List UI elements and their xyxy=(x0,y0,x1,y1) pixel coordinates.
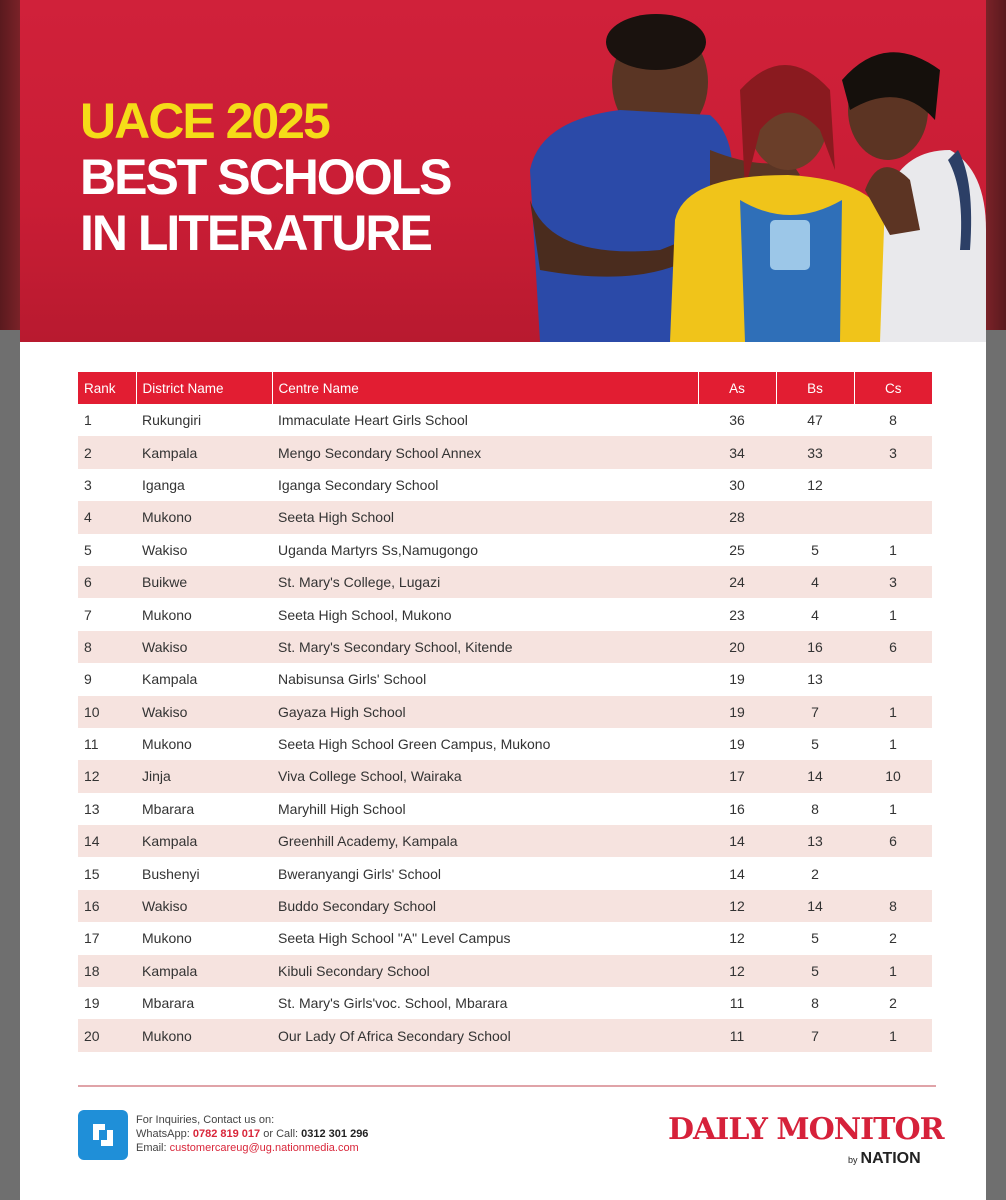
cell-rank: 2 xyxy=(78,436,136,468)
cell-centre: Maryhill High School xyxy=(278,800,406,817)
table-row xyxy=(78,1019,932,1051)
cell-district: Kampala xyxy=(136,436,272,468)
cell-bs: 13 xyxy=(776,825,854,857)
cell-cs: 6 xyxy=(854,631,932,663)
cell-centre: Seeta High School "A" Level Campus xyxy=(278,930,511,947)
cell-as: 14 xyxy=(698,825,776,857)
cell-district: Kampala xyxy=(136,825,272,857)
cell-centre: St. Mary's Secondary School, Kitende xyxy=(272,631,698,663)
cell-district: Buikwe xyxy=(136,566,272,598)
cell-bs: 12 xyxy=(807,476,823,493)
cell-district: Rukungiri xyxy=(142,412,202,429)
cell-cs xyxy=(854,663,932,695)
contact-email-line xyxy=(136,1141,368,1155)
cell-centre: St. Mary's Girls'voc. School, Mbarara xyxy=(278,995,508,1012)
daily-monitor-logo: DAILY MONITOR xyxy=(668,1112,944,1147)
cell-bs xyxy=(776,501,854,533)
cell-district: Kampala xyxy=(136,955,272,987)
cell-rank: 3 xyxy=(84,476,92,493)
cell-district: Jinja xyxy=(136,760,272,792)
cell-centre: Seeta High School Green Campus, Mukono xyxy=(278,736,551,753)
table-row xyxy=(78,469,932,501)
table-row xyxy=(78,857,932,889)
cell-centre: Uganda Martyrs Ss,Namugongo xyxy=(278,541,478,558)
cell-as: 36 xyxy=(729,412,745,429)
column-header-district: District Name xyxy=(136,372,272,404)
cell-cs: 3 xyxy=(854,566,932,598)
cell-district: Wakiso xyxy=(136,890,272,922)
cell-cs xyxy=(854,857,932,889)
table-row xyxy=(78,890,932,922)
column-header-as: As xyxy=(698,372,776,404)
column-header-centre: Centre Name xyxy=(272,372,698,404)
byline-nation: NATION xyxy=(860,1150,921,1167)
cell-as: 25 xyxy=(729,541,745,558)
cell-as: 19 xyxy=(698,696,776,728)
cell-cs: 2 xyxy=(889,995,897,1012)
cell-district: Mukono xyxy=(142,736,192,753)
students-photo xyxy=(470,0,986,342)
cell-district: Iganga xyxy=(142,476,185,493)
cell-centre: Iganga Secondary School xyxy=(278,476,439,493)
cell-cs: 1 xyxy=(889,541,897,558)
cell-district: Mukono xyxy=(142,606,192,623)
title-banner xyxy=(20,0,986,342)
cell-rank: 11 xyxy=(84,736,99,753)
cell-rank: 17 xyxy=(84,930,100,947)
cell-centre: Viva College School, Wairaka xyxy=(272,760,698,792)
cell-rank: 14 xyxy=(78,825,136,857)
cell-cs: 2 xyxy=(889,930,897,947)
cell-rank: 5 xyxy=(84,541,92,558)
cell-cs: 8 xyxy=(889,412,897,429)
cell-centre: Kibuli Secondary School xyxy=(272,955,698,987)
cell-as: 34 xyxy=(698,436,776,468)
cell-centre: Seeta High School, Mukono xyxy=(278,606,452,623)
cell-as: 19 xyxy=(729,736,745,753)
cell-cs: 8 xyxy=(854,890,932,922)
cell-cs: 3 xyxy=(854,436,932,468)
cell-rank: 19 xyxy=(84,995,100,1012)
cell-as: 16 xyxy=(729,800,745,817)
cell-district: Mbarara xyxy=(142,995,195,1012)
cell-bs: 14 xyxy=(776,760,854,792)
cell-as: 24 xyxy=(698,566,776,598)
cell-rank: 16 xyxy=(78,890,136,922)
table-row xyxy=(78,663,932,695)
cell-rank: 18 xyxy=(78,955,136,987)
cell-as: 12 xyxy=(698,890,776,922)
table-row xyxy=(78,760,932,792)
cell-bs: 5 xyxy=(811,541,819,558)
cell-district: Mbarara xyxy=(142,800,195,817)
cell-as: 20 xyxy=(698,631,776,663)
cell-district: Mukono xyxy=(136,1019,272,1051)
cell-bs: 47 xyxy=(807,412,823,429)
title-year: UACE 2025 xyxy=(80,93,329,149)
table-row xyxy=(78,793,932,825)
cell-centre: Mengo Secondary School Annex xyxy=(272,436,698,468)
cell-rank: 20 xyxy=(78,1019,136,1051)
poster xyxy=(20,0,986,1200)
cell-rank: 6 xyxy=(78,566,136,598)
cell-rank: 10 xyxy=(78,696,136,728)
table-row xyxy=(78,825,932,857)
cell-as: 28 xyxy=(698,501,776,533)
cell-cs xyxy=(854,501,932,533)
cell-as: 11 xyxy=(729,995,745,1012)
table-row xyxy=(78,501,932,533)
cell-cs xyxy=(854,469,932,501)
column-header-rank: Rank xyxy=(78,372,136,404)
call-number[interactable]: 0312 301 296 xyxy=(301,1128,369,1140)
table-row xyxy=(78,598,932,630)
cell-district: Mukono xyxy=(142,930,192,947)
whatsapp-label: WhatsApp: xyxy=(136,1128,190,1140)
cell-centre: Our Lady Of Africa Secondary School xyxy=(272,1019,698,1051)
cell-bs: 5 xyxy=(811,930,819,947)
cell-district: Bushenyi xyxy=(142,865,200,882)
cell-centre: Immaculate Heart Girls School xyxy=(278,412,468,429)
table-row xyxy=(78,955,932,987)
cell-rank: 1 xyxy=(84,412,92,429)
column-header-cs: Cs xyxy=(854,372,932,404)
cell-bs: 4 xyxy=(811,606,819,623)
table-row xyxy=(78,631,932,663)
cell-as: 19 xyxy=(729,671,745,688)
table-row xyxy=(78,436,932,468)
cell-bs: 16 xyxy=(776,631,854,663)
table-row xyxy=(78,728,932,760)
cell-cs: 1 xyxy=(889,606,897,623)
contact-logo-icon xyxy=(78,1110,128,1160)
cell-rank: 13 xyxy=(84,800,100,817)
cell-bs: 5 xyxy=(776,955,854,987)
cell-rank: 7 xyxy=(84,606,92,623)
cell-bs: 4 xyxy=(776,566,854,598)
contact-phones xyxy=(136,1127,368,1141)
cell-cs: 1 xyxy=(854,955,932,987)
results-table xyxy=(78,372,932,1052)
cell-cs: 6 xyxy=(854,825,932,857)
cell-bs: 13 xyxy=(807,671,823,688)
column-header-bs: Bs xyxy=(776,372,854,404)
table-body xyxy=(78,404,932,1052)
cell-centre: Buddo Secondary School xyxy=(272,890,698,922)
cell-as: 17 xyxy=(698,760,776,792)
cell-cs: 10 xyxy=(854,760,932,792)
contact-heading: For Inquiries, Contact us on: xyxy=(136,1114,275,1126)
cell-centre: St. Mary's College, Lugazi xyxy=(272,566,698,598)
table-row xyxy=(78,987,932,1019)
call-label: or Call: xyxy=(263,1128,299,1140)
email-address[interactable]: customercareug@ug.nationmedia.com xyxy=(169,1142,359,1154)
cell-cs: 1 xyxy=(854,1019,932,1051)
cell-rank: 12 xyxy=(78,760,136,792)
contact-info xyxy=(136,1113,368,1155)
cell-bs: 8 xyxy=(811,995,819,1012)
table-header-row xyxy=(78,372,932,404)
cell-district: Wakiso xyxy=(142,541,188,558)
email-label: Email: xyxy=(136,1142,167,1154)
cell-as: 23 xyxy=(729,606,745,623)
table-row xyxy=(78,922,932,954)
byline-by: by xyxy=(848,1155,858,1165)
title-line-3: IN LITERATURE xyxy=(80,205,431,261)
cell-bs: 33 xyxy=(776,436,854,468)
cell-district: Mukono xyxy=(136,501,272,533)
cell-rank: 8 xyxy=(78,631,136,663)
cell-as: 30 xyxy=(729,476,745,493)
cell-rank: 4 xyxy=(78,501,136,533)
cell-rank: 9 xyxy=(84,671,92,688)
cell-district: Wakiso xyxy=(136,631,272,663)
table-row xyxy=(78,566,932,598)
cell-centre: Gayaza High School xyxy=(272,696,698,728)
whatsapp-number[interactable]: 0782 819 017 xyxy=(192,1128,261,1140)
cell-centre: Seeta High School xyxy=(272,501,698,533)
cell-centre: Bweranyangi Girls' School xyxy=(278,865,441,882)
cell-centre: Greenhill Academy, Kampala xyxy=(272,825,698,857)
cell-centre: Nabisunsa Girls' School xyxy=(278,671,427,688)
table-row xyxy=(78,404,932,436)
table-row xyxy=(78,534,932,566)
footer-divider xyxy=(78,1085,936,1087)
title-line-2: BEST SCHOOLS xyxy=(80,149,451,205)
nation-byline xyxy=(848,1150,921,1168)
cell-cs: 1 xyxy=(889,736,897,753)
cell-as: 12 xyxy=(729,930,745,947)
cell-bs: 7 xyxy=(776,1019,854,1051)
cell-as: 11 xyxy=(698,1019,776,1051)
cell-cs: 1 xyxy=(854,696,932,728)
cell-bs: 7 xyxy=(776,696,854,728)
table-row xyxy=(78,696,932,728)
cell-rank: 15 xyxy=(84,865,100,882)
cell-cs: 1 xyxy=(889,800,897,817)
cell-district: Wakiso xyxy=(136,696,272,728)
cell-bs: 5 xyxy=(811,736,819,753)
cell-bs: 2 xyxy=(811,865,819,882)
cell-as: 12 xyxy=(698,955,776,987)
cell-bs: 14 xyxy=(776,890,854,922)
cell-district: Kampala xyxy=(142,671,198,688)
cell-bs: 8 xyxy=(811,800,819,817)
cell-as: 14 xyxy=(729,865,745,882)
